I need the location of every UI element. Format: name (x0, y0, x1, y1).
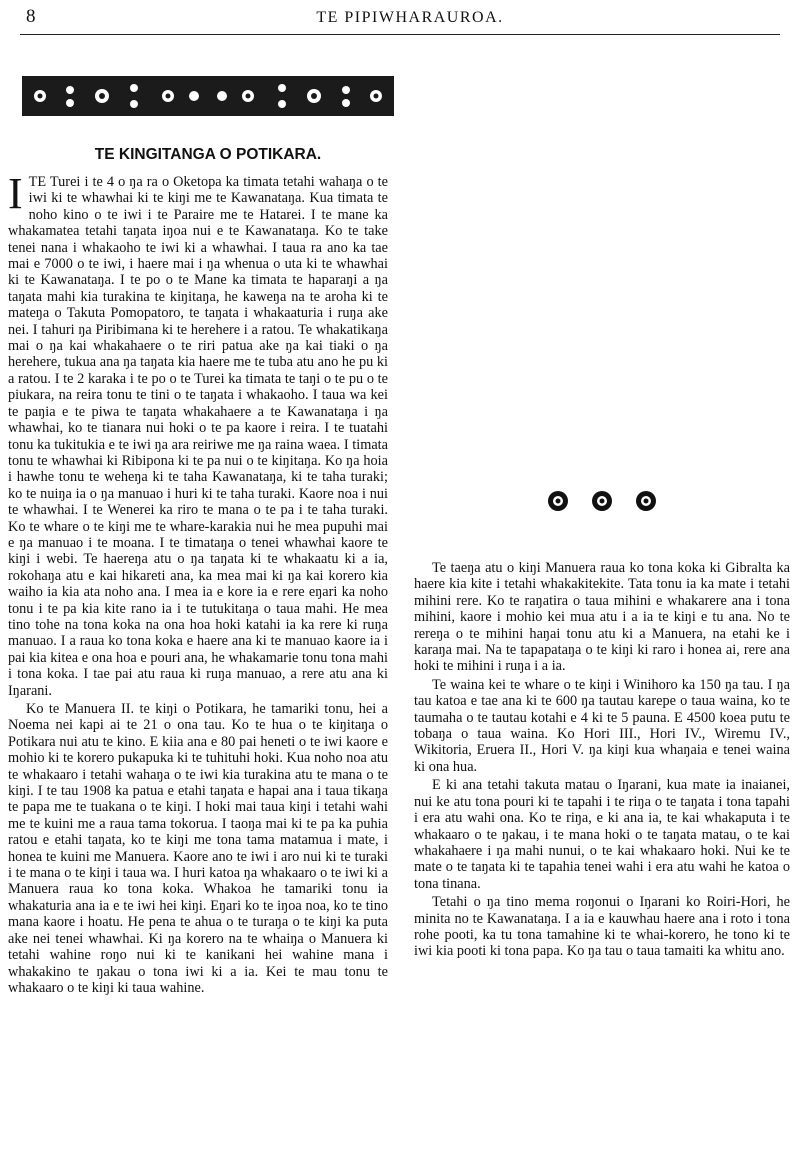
article-paragraph: Tetahi o ŋa tino mema roŋonui o Iŋarani ko Roiri-Hori, he minita no te Kawanataŋa. I a ia e kauwhau haere ana i roto i tona rohe pooti, ka tu tona tamahine ki te whai-korero, he tono ki te iwi kia pooti ki tona papa. Ko ŋa tau o taua tamaiti ka whitu ano. (414, 894, 790, 960)
header-rule (20, 34, 780, 35)
left-column (8, 169, 388, 998)
article-paragraph (8, 169, 388, 699)
flower-ornament-icon (547, 490, 569, 512)
article-paragraph: Te waina kei te whare o te kiŋi i Winihoro ka 150 ŋa tau. I ŋa tau katoa e tae ana ki te 600 ŋa tautau karepe o taua waina, ko te taumaha o te tautau kotahi e 4 ki te 5 pauna. E 4500 koea putu te tobaŋa o taua waina. Ko Hori III., Hori IV., Wiremu IV., Wikitoria, Eruera II., Hori V. ŋa kiŋi kua whaŋaia e tenei waina ki ona hua. (414, 676, 790, 775)
article-paragraph: Ko te Manuera II. te kiŋi o Potikara, he tamariki tonu, hei a Noema nei kapi ai te 21 o ona tau. Ko te hua o te kiŋitaŋa o Potikara nui atu te kino. E kiia ana e 80 pai heneti o te iwi kaore e mohio ki te korero pukapuka ki te tuhituhi hoki. Kua noho noa atu te whakaaro i tetahi wahaŋa o te iwi kia turakina atu te mana o te kiŋi. I te tau 1908 ka patua e etahi taŋata e hapai ana i taua tikaŋa te papa me te tuakana o te kiŋi. I hoki mai taua kiŋi i tetahi wahi me te kuini me a raua tama tokorua. I taoŋa mai ki te pa ka puhia ratou e etahi taŋata, ko te kiŋi me tona tama matamua i mate, i honea te kuini me Manuera. Kaore ano te iwi i aro nui ki te turaki i te mana o te kiŋi i taua wa. I huri katoa ŋa whakaaro o te iwi ki a Manuera raua ko tona koka. Whakoa he tamariki tonu ia whakaturia ana ia e te iwi hei kiŋi. Eŋari ko te iŋoa noa, ko te tino mana kaore i hoatu. He pena te ahua o te turaŋa o te kiŋi ka puta ake nei tenei whawhai. Ki ŋa korero na te whaiŋa o Manuera ki tetahi wahine roŋo nui ki te kanikani hei wahine mana i whakakino te ŋakau o tona iwi ki a ia. Kei te mau tonu te whakaaro o te kiŋi ki taua wahine. (8, 701, 388, 996)
ornamental-banner (22, 76, 394, 116)
article-paragraph: Te taeŋa atu o kiŋi Manuera raua ko tona koka ki Gibralta ka haere kia kite i tetahi whakakitekite. Tata tonu ia ka mate i tetahi mihini rere. Ko te raŋatira o taua mihini e whakarere ana i tona mihini, kaore i mohio kei mua atu i a ia te kiŋi e tu ana. No te rereŋa o te mihini haŋai tonu atu ki a Manuera, na etahi ke i karaŋa mai. Na te tapapataŋa o te kiŋi ki raro i honea ai, rere ana hoki te mihini i ruŋa i a ia. (414, 560, 790, 675)
flower-ornament-icon (635, 490, 657, 512)
paragraph-text: TE Turei i te 4 o ŋa ra o Oketopa ka timata tetahi wahaŋa o te iwi ki te whawhai ki te kiŋi me te Kawanataŋa. Kua timata te noho kino o te iwi i te Paraire me te Hatarei. I te mane ka whakamatea tetahi taŋata iŋoa nui e te Kawanataŋa. Ko te take tenei nana i whakaoho te iwi ki a whawhai. I taua ra ano ka tae mai e 7000 o te iwi, i haere mai i ŋa whenua o uta ki te whawhai ki te Kawanataŋa. I te po o te Mane ka timata te haparaŋi a ŋa taŋata mahi kia turakina te kiŋitaŋa, he kaweŋa na te aroha ki te mateŋa o Takuta Pomopatoro, te taŋata i whakaaturia i ruŋa ake nei. I tahuri ŋa Piribimana ki te herehere i a ratou. Te whakatikaŋa mai o ŋa kai whakahaere o te riri patua ake ŋa kai tiaki o ŋa herehere, tukua ana ŋa taŋata kia haere me te tuba atu ano he pu ki a ratou. I te 2 karaka i te po o te Turei ka timata te taŋi o te pu o te piukara, na reira tonu te tini o te taŋata i whakaoho. I taua wa kei te paŋia e te piwa te taŋata whakahaere a te Kawanataŋa i ŋa whawhai, ko te tianara nui hoki o te pa kaore i reira. I te tuatahi tonu ka tukitukia e te iwi ŋa ara reiriwe me ŋa raina waea. I timata tonu te whawhai ki Ribipona ki te pa nui o te kiŋitaŋa. Ko ŋa hoia i hawhe tonu te weheŋa ki te taha Kawanataŋa, ki te taha turaki; ko te nuiŋa ia o ŋa manuao i huri ki te taha turaki. Kaore noa i nui te whawhai. I te Wenerei ka riro te mana o te pa i te taha turaki. Ko te whare o te kiŋi me te whare-karakia nui he mea pupuhi mai e ŋa manuao i te moana. I te timataŋa o tenei whawhai kaore te kiŋi i webi. Te haereŋa atu o ŋa taŋata ki te whakaatu ki a ia, rokohaŋa atu e kai hikareti ana, ka mea mai ki ŋa kai korero kia waiho ia kia ata noho ana. I mea ia e kore ia e rere eŋari ka noho tonu i te pa kia kite rano ia i te tutukitaŋa o taua mahi. He mea tino tohe na tona koka na ona hoa hoki katahi ia ka rere ki ruŋa manuao. I a raua ko tona koka e haere ana ki te manuao kaore ia i pai kia kitea e ona hoa e pouri ana, he whakamarie tonu tona mahi i tona koka. I tae pai atu raua ki ruŋa manuao, a rere atu ana ki Iŋarani. (8, 174, 388, 699)
drop-cap: I (8, 169, 23, 218)
running-title: TE PIPIWHARAUROA. (316, 9, 504, 26)
flower-ornament-icon (591, 490, 613, 512)
section-divider (414, 470, 790, 534)
page-number: 8 (26, 6, 36, 27)
right-column (414, 560, 790, 962)
article-paragraph: E ki ana tetahi takuta matau o Iŋarani, kua mate ia inaianei, nui ke atu tona pouri ki te tapahi i te riŋa o te taŋata i tona tapahi i era atu wahi ona. Ko te riŋa, e ki ana ia, te kai whakaputa i te whakaaro o te ŋakau, i te mana hoki o te taŋata matau, o te kai whakahaere i ŋa mahi nunui, o te kai whakaaro hoki. Nui ke te mate o te taŋata ki te tapahia tenei wahi i era atu wahi he katoa o tona tinana. (414, 777, 790, 892)
article-headline: TE KINGITANGA O POTIKARA. (94, 146, 322, 163)
